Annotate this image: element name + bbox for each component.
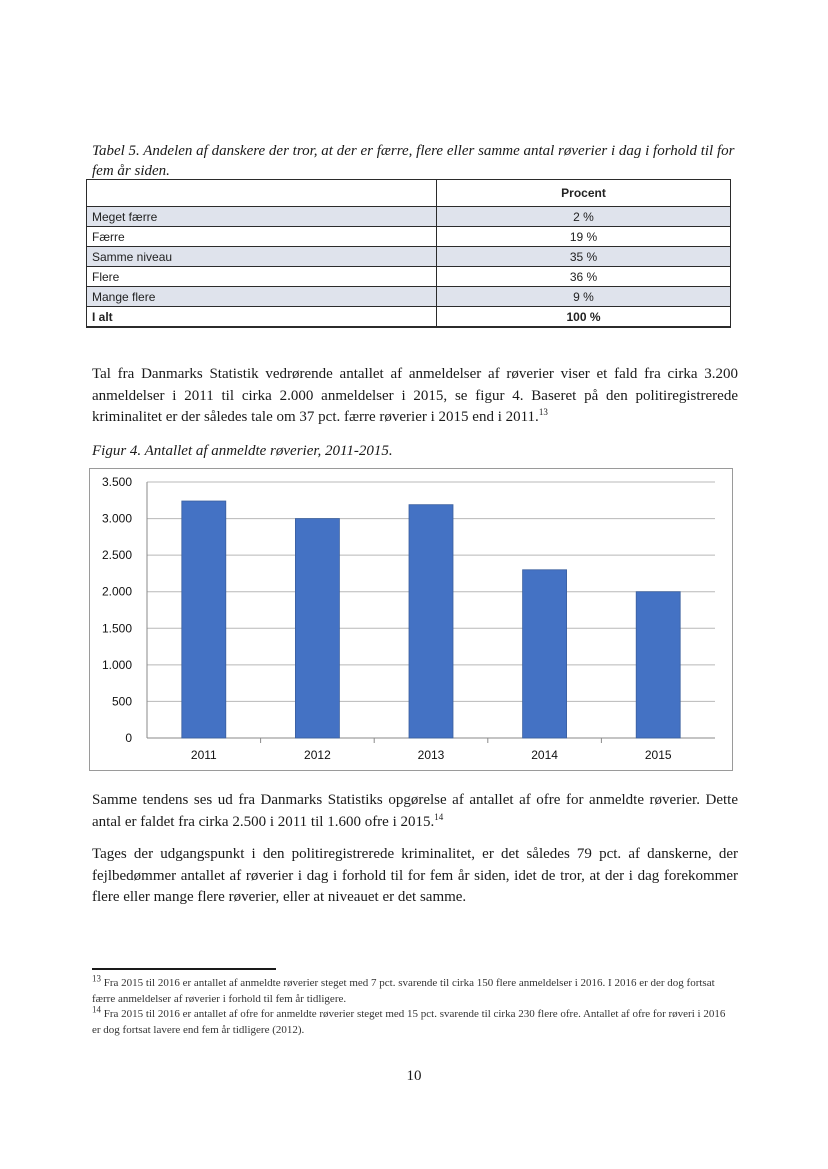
footnote xyxy=(92,1004,736,1038)
table-header-empty xyxy=(87,180,437,207)
table-row xyxy=(87,227,731,247)
y-tick-label: 3.500 xyxy=(101,475,132,489)
row-value: 9 % xyxy=(437,287,731,307)
y-tick-label: 1.000 xyxy=(101,657,132,672)
x-tick-label: 2011 xyxy=(190,748,217,762)
table-row xyxy=(87,267,731,287)
figure-caption: Figur 4. Antallet af anmeldte røverier, 2011-2015. xyxy=(92,443,393,459)
footnote-ref: 14 xyxy=(434,811,444,822)
table-row xyxy=(87,247,731,267)
bar xyxy=(636,592,680,738)
bar-chart xyxy=(89,468,733,771)
row-value: 35 % xyxy=(437,247,731,267)
paragraph-victims xyxy=(92,790,738,833)
footnote-number: 14 xyxy=(92,1004,101,1015)
y-tick-label: 2.500 xyxy=(101,548,132,563)
footnote-number: 13 xyxy=(92,973,101,984)
chart-svg xyxy=(90,469,732,770)
row-label: Meget færre xyxy=(87,207,437,227)
footnote-divider xyxy=(92,968,276,970)
row-label: I alt xyxy=(87,307,437,328)
bar xyxy=(409,505,453,738)
paragraph-conclusion: Tages der udgangspunkt i den politiregistrerede kriminalitet, er det således 79 pct. af danskerne, der fejlbedømmer antallet af røverier i dag i forhold til for fem år siden, idet de tror, at der i dag forekommer flere eller mange flere røverier, eller at niveauet er det samme. xyxy=(92,846,738,905)
x-tick-label: 2014 xyxy=(531,748,558,762)
table-header-procent: Procent xyxy=(437,180,731,207)
bar xyxy=(523,570,567,738)
paragraph-statistics xyxy=(92,364,738,429)
paragraph-text: Tal fra Danmarks Statistik vedrørende antallet af anmeldelser af røverier viser et fald fra cirka 3.200 anmeldelser i 2011 til cirka 2.000 anmeldelser i 2015, se figur 4. Baseret på den politiregistrerede kriminalitet er der således tale om 37 pct. færre røverier i 2015 end i 2011. xyxy=(92,366,738,425)
footnote-text: Fra 2015 til 2016 er antallet af anmeldte røverier steget med 7 pct. svarende til cirka 150 flere anmeldelser i 2016. I 2016 er der dog fortsat færre anmeldelser af røverier i forhold til fem år tidligere. xyxy=(92,977,715,1005)
x-tick-label: 2012 xyxy=(304,748,331,762)
footnote-text: Fra 2015 til 2016 er antallet af ofre for anmeldte røverier steget med 15 pct. svarende til cirka 230 flere ofre. Antallet af ofre for røveri i 2016 er dog fortsat lavere end fem år tidligere (2012). xyxy=(92,1008,726,1036)
y-tick-label: 500 xyxy=(111,694,132,709)
bar xyxy=(182,501,226,738)
table-total-row xyxy=(87,307,731,328)
x-tick-label: 2015 xyxy=(644,748,672,762)
row-label: Mange flere xyxy=(87,287,437,307)
page-number: 10 xyxy=(406,1068,422,1084)
y-tick-label: 1.500 xyxy=(101,621,132,636)
row-label: Færre xyxy=(87,227,437,247)
row-value: 100 % xyxy=(437,307,731,328)
survey-table xyxy=(86,179,731,328)
y-tick-label: 0 xyxy=(125,731,132,745)
row-label: Samme niveau xyxy=(87,247,437,267)
footnote xyxy=(92,973,736,1007)
y-tick-label: 3.000 xyxy=(101,511,132,526)
row-label: Flere xyxy=(87,267,437,287)
row-value: 19 % xyxy=(437,227,731,247)
table-row xyxy=(87,287,731,307)
y-tick-label: 2.000 xyxy=(101,584,132,599)
bar xyxy=(295,519,339,738)
table-caption: Tabel 5. Andelen af danskere der tror, at der er færre, flere eller samme antal røverier i dag i forhold til for fem år siden. xyxy=(92,143,735,179)
paragraph-text: Samme tendens ses ud fra Danmarks Statistiks opgørelse af antallet af ofre for anmeldte røverier. Dette antal er faldet fra cirka 2.500 i 2011 til 1.600 ofre i 2015. xyxy=(92,792,738,830)
table-header-row xyxy=(87,180,731,207)
x-tick-label: 2013 xyxy=(417,748,445,762)
row-value: 36 % xyxy=(437,267,731,287)
row-value: 2 % xyxy=(437,207,731,227)
table-row xyxy=(87,207,731,227)
footnote-ref: 13 xyxy=(538,407,548,417)
